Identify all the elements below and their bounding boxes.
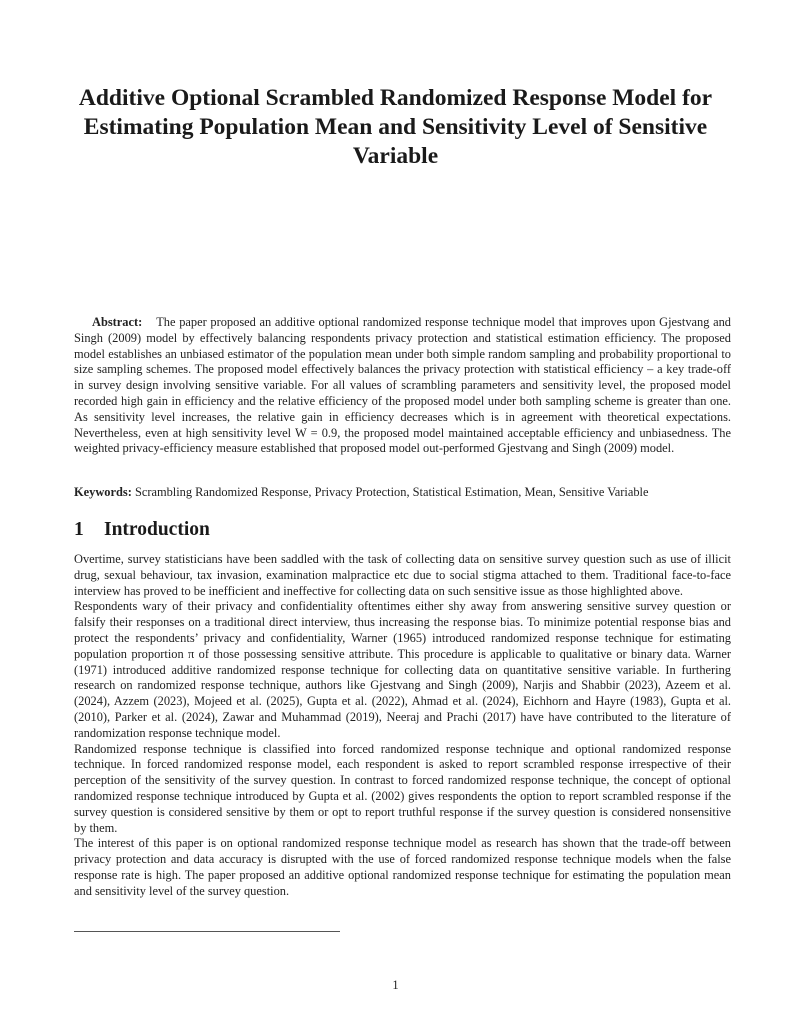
abstract-text: The paper proposed an additive optional randomized response technique model that improves upon Gjestvang and Singh (2009) model by effectively balancing respondents privacy protection and statistical estimation efficiency. The proposed model establishes an unbiased estimator of the population mean under both simple random sampling and probability proportional to size sampling schemes. The proposed model effectively balances the privacy protection with statistical efficiency – a key trade-off in survey design involving sensitive variable. For all values of scrambling parameters and sensitivity level, the proposed model recorded high gain in efficiency and the relative efficiency of the proposed model under both sampling scheme is greater than one. As sensitivity level increases, the relative gain in efficiency decreases which is in agreement with theoretical expectations. Nevertheless, even at high sensitivity level W = 0.9, the proposed model maintained acceptable efficiency and unbiasedness. The weighted privacy-efficiency measure established that proposed model out-performed Gjestvang and Singh (2009) model. [74,315,731,456]
section-number: 1 [74,519,84,540]
footnote-rule [74,931,340,932]
paragraph: Overtime, survey statisticians have been saddled with the task of collecting data on sensitive survey question such as use of illicit drug, sexual behaviour, tax invasion, examination malpractice etc due to social stigma attached to them. Traditional face-to-face interview has proved to be inefficient and ineffective for collecting data on such sensitive issue as those highlighted above. [74,552,731,598]
section-title: Introduction [104,519,210,540]
paragraph: The interest of this paper is on optional randomized response technique model as research has shown that the trade-off between privacy protection and data accuracy is disrupted with the use of forced randomized response technique models when the false response rate is high. The paper proposed an additive optional randomized response technique for estimating the population mean and sensitivity level of the survey question. [74,836,731,898]
abstract-label: Abstract: [92,315,143,329]
paragraph: Respondents wary of their privacy and confidentiality oftentimes either shy away from answering sensitive survey question or falsify their responses on a traditional direct interview, thus increasing the response bias. To minimize potential response bias and protect the respondents’ privacy and confidentiality, Warner (1965) introduced randomized response technique for estimating population proportion π of those possessing sensitive attribute. This procedure is applicable to qualitative or binary data. Warner (1971) introduced additive randomized response technique for collecting data on quantitative sensitive variable. In furthering research on randomized response technique, authors like Gjestvang and Singh (2009), Narjis and Shabbir (2023), Azeem et al. (2024), Azzem (2023), Mojeed et al. (2025), Gupta et al. (2022), Ahmad et al. (2024), Eichhorn and Hayre (1983), Gupta et al. (2010), Parker et al. (2024), Zawar and Muhammad (2019), Neeraj and Prachi (2017) have have contributed to the literature of randomization response technique model. [74,599,731,740]
keywords-text: Scrambling Randomized Response, Privacy Protection, Statistical Estimation, Mean, Sensitive Variable [134,485,649,499]
page-number: 1 [392,978,399,992]
paragraph: Randomized response technique is classified into forced randomized response technique and optional randomized response technique. In forced randomized response model, each respondent is asked to report scrambled response irrespective of their perception of the sensitivity of the survey question. In contrast to forced randomized response technique, the concept of optional randomized response technique introduced by Gupta et al. (2002) gives respondents the option to report scrambled response if the survey question is considered sensitive by them or opt to report truthful response if the survey question is considered nonsensitive by them. [74,741,731,835]
paper-title: Additive Optional Scrambled Randomized Response Model for Estimating Population Mean and Sensitivity Level of Sensitive Variable [78,85,713,169]
introduction-body [74,552,731,900]
keywords [74,485,731,501]
abstract [74,315,731,457]
keywords-label: Keywords: [74,485,132,499]
section-heading [74,519,210,541]
